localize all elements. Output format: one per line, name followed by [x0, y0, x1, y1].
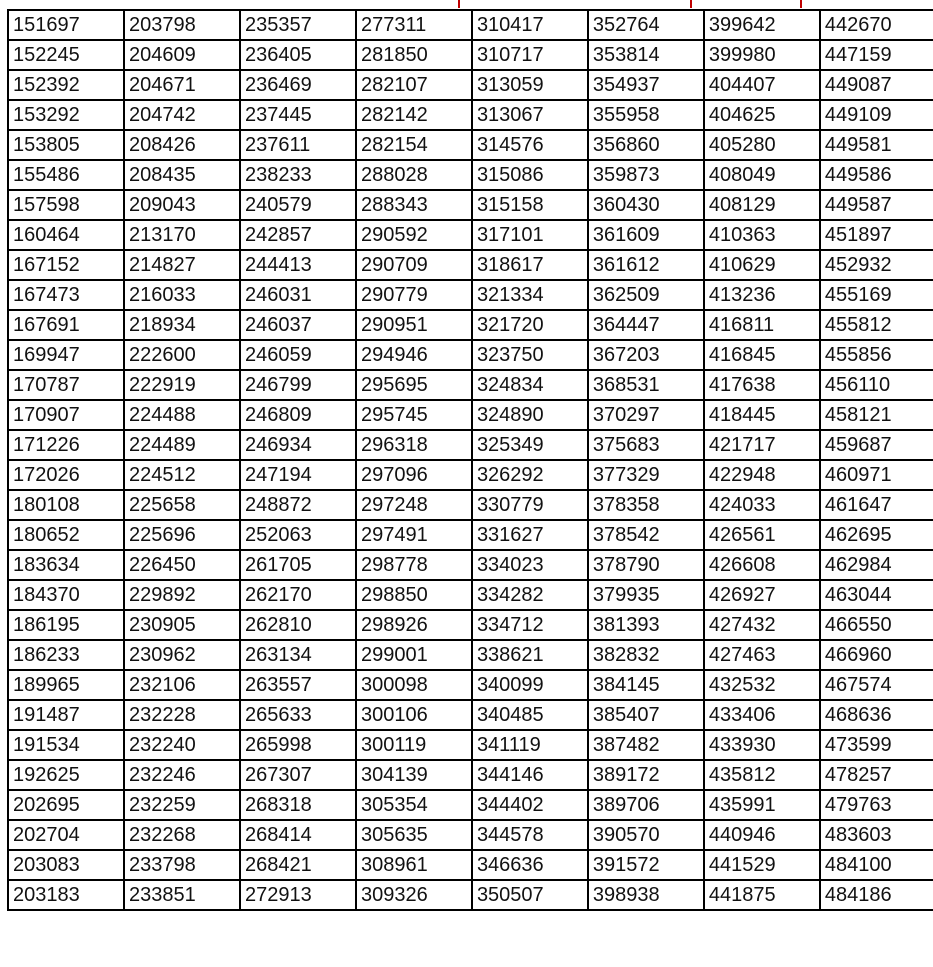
table-cell: 230962 — [124, 640, 240, 670]
table-cell: 378790 — [588, 550, 704, 580]
table-cell: 236469 — [240, 70, 356, 100]
table-row — [8, 490, 933, 520]
table-cell: 218934 — [124, 310, 240, 340]
table-cell: 246037 — [240, 310, 356, 340]
table-cell: 282154 — [356, 130, 472, 160]
table-cell: 304139 — [356, 760, 472, 790]
table-cell: 248872 — [240, 490, 356, 520]
table-cell: 290951 — [356, 310, 472, 340]
table-cell: 338621 — [472, 640, 588, 670]
table-cell: 247194 — [240, 460, 356, 490]
table-cell: 167152 — [8, 250, 124, 280]
table-cell: 224512 — [124, 460, 240, 490]
table-cell: 379935 — [588, 580, 704, 610]
table-cell: 417638 — [704, 370, 820, 400]
table-cell: 191534 — [8, 730, 124, 760]
table-cell: 294946 — [356, 340, 472, 370]
table-cell: 297491 — [356, 520, 472, 550]
table-cell: 467574 — [820, 670, 933, 700]
table-row — [8, 190, 933, 220]
table-cell: 298778 — [356, 550, 472, 580]
table-cell: 421717 — [704, 430, 820, 460]
table-cell: 300106 — [356, 700, 472, 730]
table-row — [8, 340, 933, 370]
table-cell: 225696 — [124, 520, 240, 550]
table-cell: 244413 — [240, 250, 356, 280]
table-cell: 432532 — [704, 670, 820, 700]
table-cell: 408049 — [704, 160, 820, 190]
table-cell: 246934 — [240, 430, 356, 460]
table-cell: 160464 — [8, 220, 124, 250]
table-cell: 324834 — [472, 370, 588, 400]
table-cell: 426608 — [704, 550, 820, 580]
table-cell: 209043 — [124, 190, 240, 220]
table-row — [8, 550, 933, 580]
table-cell: 203798 — [124, 10, 240, 40]
table-cell: 224489 — [124, 430, 240, 460]
table-cell: 261705 — [240, 550, 356, 580]
table-cell: 389706 — [588, 790, 704, 820]
table-cell: 435812 — [704, 760, 820, 790]
table-row — [8, 130, 933, 160]
table-cell: 314576 — [472, 130, 588, 160]
table-cell: 442670 — [820, 10, 933, 40]
table-cell: 208435 — [124, 160, 240, 190]
table-cell: 359873 — [588, 160, 704, 190]
table-cell: 449586 — [820, 160, 933, 190]
table-cell: 309326 — [356, 880, 472, 910]
table-cell: 170787 — [8, 370, 124, 400]
table-cell: 300119 — [356, 730, 472, 760]
table-cell: 305354 — [356, 790, 472, 820]
table-cell: 282107 — [356, 70, 472, 100]
table-cell: 298926 — [356, 610, 472, 640]
table-cell: 440946 — [704, 820, 820, 850]
table-cell: 263134 — [240, 640, 356, 670]
table-cell: 246799 — [240, 370, 356, 400]
table-row — [8, 280, 933, 310]
table-cell: 151697 — [8, 10, 124, 40]
table-cell: 459687 — [820, 430, 933, 460]
table-cell: 246059 — [240, 340, 356, 370]
table-row — [8, 520, 933, 550]
table-cell: 427463 — [704, 640, 820, 670]
table-cell: 152392 — [8, 70, 124, 100]
table-cell: 214827 — [124, 250, 240, 280]
table-cell: 416811 — [704, 310, 820, 340]
table-cell: 426927 — [704, 580, 820, 610]
table-row — [8, 70, 933, 100]
table-row — [8, 880, 933, 910]
table-cell: 381393 — [588, 610, 704, 640]
table-cell: 317101 — [472, 220, 588, 250]
table-cell: 263557 — [240, 670, 356, 700]
table-row — [8, 400, 933, 430]
table-cell: 262170 — [240, 580, 356, 610]
table-cell: 340485 — [472, 700, 588, 730]
table-row — [8, 820, 933, 850]
table-cell: 183634 — [8, 550, 124, 580]
table-cell: 232259 — [124, 790, 240, 820]
table-cell: 370297 — [588, 400, 704, 430]
table-cell: 169947 — [8, 340, 124, 370]
table-cell: 413236 — [704, 280, 820, 310]
table-cell: 368531 — [588, 370, 704, 400]
table-cell: 305635 — [356, 820, 472, 850]
table-cell: 277311 — [356, 10, 472, 40]
table-row — [8, 850, 933, 880]
table-cell: 354937 — [588, 70, 704, 100]
table-cell: 268318 — [240, 790, 356, 820]
table-cell: 484186 — [820, 880, 933, 910]
table-cell: 167691 — [8, 310, 124, 340]
table-cell: 330779 — [472, 490, 588, 520]
table-cell: 297096 — [356, 460, 472, 490]
table-cell: 460971 — [820, 460, 933, 490]
table-cell: 391572 — [588, 850, 704, 880]
table-cell: 331627 — [472, 520, 588, 550]
table-cell: 341119 — [472, 730, 588, 760]
table-cell: 424033 — [704, 490, 820, 520]
table-cell: 455812 — [820, 310, 933, 340]
table-cell: 479763 — [820, 790, 933, 820]
number-table — [7, 9, 933, 911]
table-cell: 353814 — [588, 40, 704, 70]
table-cell: 344578 — [472, 820, 588, 850]
table-cell: 290779 — [356, 280, 472, 310]
table-cell: 441875 — [704, 880, 820, 910]
table-cell: 186233 — [8, 640, 124, 670]
table-cell: 170907 — [8, 400, 124, 430]
table-cell: 189965 — [8, 670, 124, 700]
table-cell: 237611 — [240, 130, 356, 160]
table-cell: 233798 — [124, 850, 240, 880]
table-cell: 377329 — [588, 460, 704, 490]
table-row — [8, 460, 933, 490]
table-cell: 233851 — [124, 880, 240, 910]
table-cell: 447159 — [820, 40, 933, 70]
table-cell: 240579 — [240, 190, 356, 220]
table-cell: 204671 — [124, 70, 240, 100]
table-cell: 441529 — [704, 850, 820, 880]
table-cell: 298850 — [356, 580, 472, 610]
table-row — [8, 610, 933, 640]
table-cell: 350507 — [472, 880, 588, 910]
table-cell: 167473 — [8, 280, 124, 310]
table-cell: 238233 — [240, 160, 356, 190]
table-cell: 262810 — [240, 610, 356, 640]
cropped-header-mark — [690, 0, 692, 8]
table-cell: 356860 — [588, 130, 704, 160]
table-cell: 225658 — [124, 490, 240, 520]
table-cell: 334712 — [472, 610, 588, 640]
table-cell: 192625 — [8, 760, 124, 790]
table-cell: 224488 — [124, 400, 240, 430]
table-cell: 364447 — [588, 310, 704, 340]
table-cell: 378542 — [588, 520, 704, 550]
table-cell: 362509 — [588, 280, 704, 310]
table-row — [8, 40, 933, 70]
table-cell: 313067 — [472, 100, 588, 130]
table-cell: 410363 — [704, 220, 820, 250]
table-cell: 232240 — [124, 730, 240, 760]
table-cell: 157598 — [8, 190, 124, 220]
table-cell: 290592 — [356, 220, 472, 250]
table-cell: 462695 — [820, 520, 933, 550]
table-cell: 404407 — [704, 70, 820, 100]
table-row — [8, 790, 933, 820]
table-cell: 222919 — [124, 370, 240, 400]
table-row — [8, 730, 933, 760]
table-cell: 186195 — [8, 610, 124, 640]
table-cell: 242857 — [240, 220, 356, 250]
table-cell: 265998 — [240, 730, 356, 760]
table-cell: 288343 — [356, 190, 472, 220]
table-cell: 378358 — [588, 490, 704, 520]
table-cell: 204742 — [124, 100, 240, 130]
table-cell: 427432 — [704, 610, 820, 640]
table-cell: 300098 — [356, 670, 472, 700]
table-cell: 361609 — [588, 220, 704, 250]
table-cell: 367203 — [588, 340, 704, 370]
table-cell: 449109 — [820, 100, 933, 130]
table-cell: 410629 — [704, 250, 820, 280]
table-cell: 416845 — [704, 340, 820, 370]
table-cell: 390570 — [588, 820, 704, 850]
table-cell: 208426 — [124, 130, 240, 160]
table-cell: 315086 — [472, 160, 588, 190]
table-cell: 344402 — [472, 790, 588, 820]
table-cell: 246809 — [240, 400, 356, 430]
table-cell: 451897 — [820, 220, 933, 250]
table-cell: 334282 — [472, 580, 588, 610]
table-cell: 202695 — [8, 790, 124, 820]
table-row — [8, 10, 933, 40]
table-cell: 232246 — [124, 760, 240, 790]
table-cell: 352764 — [588, 10, 704, 40]
table-cell: 340099 — [472, 670, 588, 700]
table-body — [8, 10, 933, 910]
table-cell: 321334 — [472, 280, 588, 310]
table-cell: 180108 — [8, 490, 124, 520]
table-cell: 308961 — [356, 850, 472, 880]
table-cell: 313059 — [472, 70, 588, 100]
table-cell: 152245 — [8, 40, 124, 70]
table-cell: 299001 — [356, 640, 472, 670]
table-row — [8, 580, 933, 610]
table-row — [8, 640, 933, 670]
table-cell: 296318 — [356, 430, 472, 460]
table-cell: 462984 — [820, 550, 933, 580]
table-cell: 458121 — [820, 400, 933, 430]
table-cell: 422948 — [704, 460, 820, 490]
table-cell: 484100 — [820, 850, 933, 880]
table-cell: 455169 — [820, 280, 933, 310]
table-cell: 399642 — [704, 10, 820, 40]
table-cell: 399980 — [704, 40, 820, 70]
table-row — [8, 670, 933, 700]
table-cell: 252063 — [240, 520, 356, 550]
table-cell: 404625 — [704, 100, 820, 130]
table-cell: 382832 — [588, 640, 704, 670]
table-cell: 478257 — [820, 760, 933, 790]
table-cell: 310717 — [472, 40, 588, 70]
table-cell: 282142 — [356, 100, 472, 130]
table-cell: 155486 — [8, 160, 124, 190]
table-cell: 232228 — [124, 700, 240, 730]
table-cell: 315158 — [472, 190, 588, 220]
table-cell: 290709 — [356, 250, 472, 280]
table-cell: 232268 — [124, 820, 240, 850]
table-cell: 408129 — [704, 190, 820, 220]
table-cell: 246031 — [240, 280, 356, 310]
table-cell: 267307 — [240, 760, 356, 790]
table-cell: 229892 — [124, 580, 240, 610]
table-cell: 449587 — [820, 190, 933, 220]
table-row — [8, 370, 933, 400]
table-cell: 483603 — [820, 820, 933, 850]
table-cell: 346636 — [472, 850, 588, 880]
cropped-header-strip — [0, 0, 933, 9]
table-row — [8, 430, 933, 460]
table-cell: 334023 — [472, 550, 588, 580]
table-cell: 433406 — [704, 700, 820, 730]
table-cell: 325349 — [472, 430, 588, 460]
table-cell: 398938 — [588, 880, 704, 910]
table-cell: 232106 — [124, 670, 240, 700]
table-cell: 265633 — [240, 700, 356, 730]
table-cell: 324890 — [472, 400, 588, 430]
table-cell: 191487 — [8, 700, 124, 730]
table-row — [8, 310, 933, 340]
table-cell: 184370 — [8, 580, 124, 610]
table-cell: 213170 — [124, 220, 240, 250]
table-cell: 281850 — [356, 40, 472, 70]
table-cell: 473599 — [820, 730, 933, 760]
table-cell: 295745 — [356, 400, 472, 430]
table-cell: 344146 — [472, 760, 588, 790]
table-row — [8, 760, 933, 790]
table-cell: 461647 — [820, 490, 933, 520]
table-cell: 433930 — [704, 730, 820, 760]
table-cell: 204609 — [124, 40, 240, 70]
cropped-header-mark — [800, 0, 802, 8]
table-cell: 468636 — [820, 700, 933, 730]
table-cell: 226450 — [124, 550, 240, 580]
table-cell: 180652 — [8, 520, 124, 550]
table-cell: 318617 — [472, 250, 588, 280]
table-cell: 288028 — [356, 160, 472, 190]
table-cell: 236405 — [240, 40, 356, 70]
table-cell: 202704 — [8, 820, 124, 850]
table-cell: 452932 — [820, 250, 933, 280]
table-cell: 203183 — [8, 880, 124, 910]
table-cell: 153805 — [8, 130, 124, 160]
table-cell: 435991 — [704, 790, 820, 820]
table-row — [8, 220, 933, 250]
table-cell: 455856 — [820, 340, 933, 370]
table-cell: 203083 — [8, 850, 124, 880]
table-cell: 449087 — [820, 70, 933, 100]
table-cell: 235357 — [240, 10, 356, 40]
table-row — [8, 250, 933, 280]
table-cell: 295695 — [356, 370, 472, 400]
table-cell: 389172 — [588, 760, 704, 790]
table-cell: 230905 — [124, 610, 240, 640]
table-cell: 323750 — [472, 340, 588, 370]
cropped-header-mark — [458, 0, 460, 8]
table-cell: 222600 — [124, 340, 240, 370]
table-row — [8, 100, 933, 130]
table-cell: 310417 — [472, 10, 588, 40]
table-cell: 272913 — [240, 880, 356, 910]
table-cell: 387482 — [588, 730, 704, 760]
table-cell: 355958 — [588, 100, 704, 130]
table-cell: 385407 — [588, 700, 704, 730]
table-cell: 268421 — [240, 850, 356, 880]
table-cell: 172026 — [8, 460, 124, 490]
table-cell: 361612 — [588, 250, 704, 280]
table-row — [8, 160, 933, 190]
table-cell: 418445 — [704, 400, 820, 430]
table-cell: 384145 — [588, 670, 704, 700]
table-cell: 426561 — [704, 520, 820, 550]
table-cell: 375683 — [588, 430, 704, 460]
table-cell: 360430 — [588, 190, 704, 220]
table-cell: 463044 — [820, 580, 933, 610]
table-row — [8, 700, 933, 730]
table-cell: 153292 — [8, 100, 124, 130]
table-cell: 171226 — [8, 430, 124, 460]
table-cell: 297248 — [356, 490, 472, 520]
table-cell: 449581 — [820, 130, 933, 160]
table-cell: 237445 — [240, 100, 356, 130]
table-cell: 405280 — [704, 130, 820, 160]
table-cell: 466960 — [820, 640, 933, 670]
table-cell: 326292 — [472, 460, 588, 490]
table-cell: 268414 — [240, 820, 356, 850]
table-cell: 466550 — [820, 610, 933, 640]
table-cell: 456110 — [820, 370, 933, 400]
table-cell: 216033 — [124, 280, 240, 310]
table-cell: 321720 — [472, 310, 588, 340]
